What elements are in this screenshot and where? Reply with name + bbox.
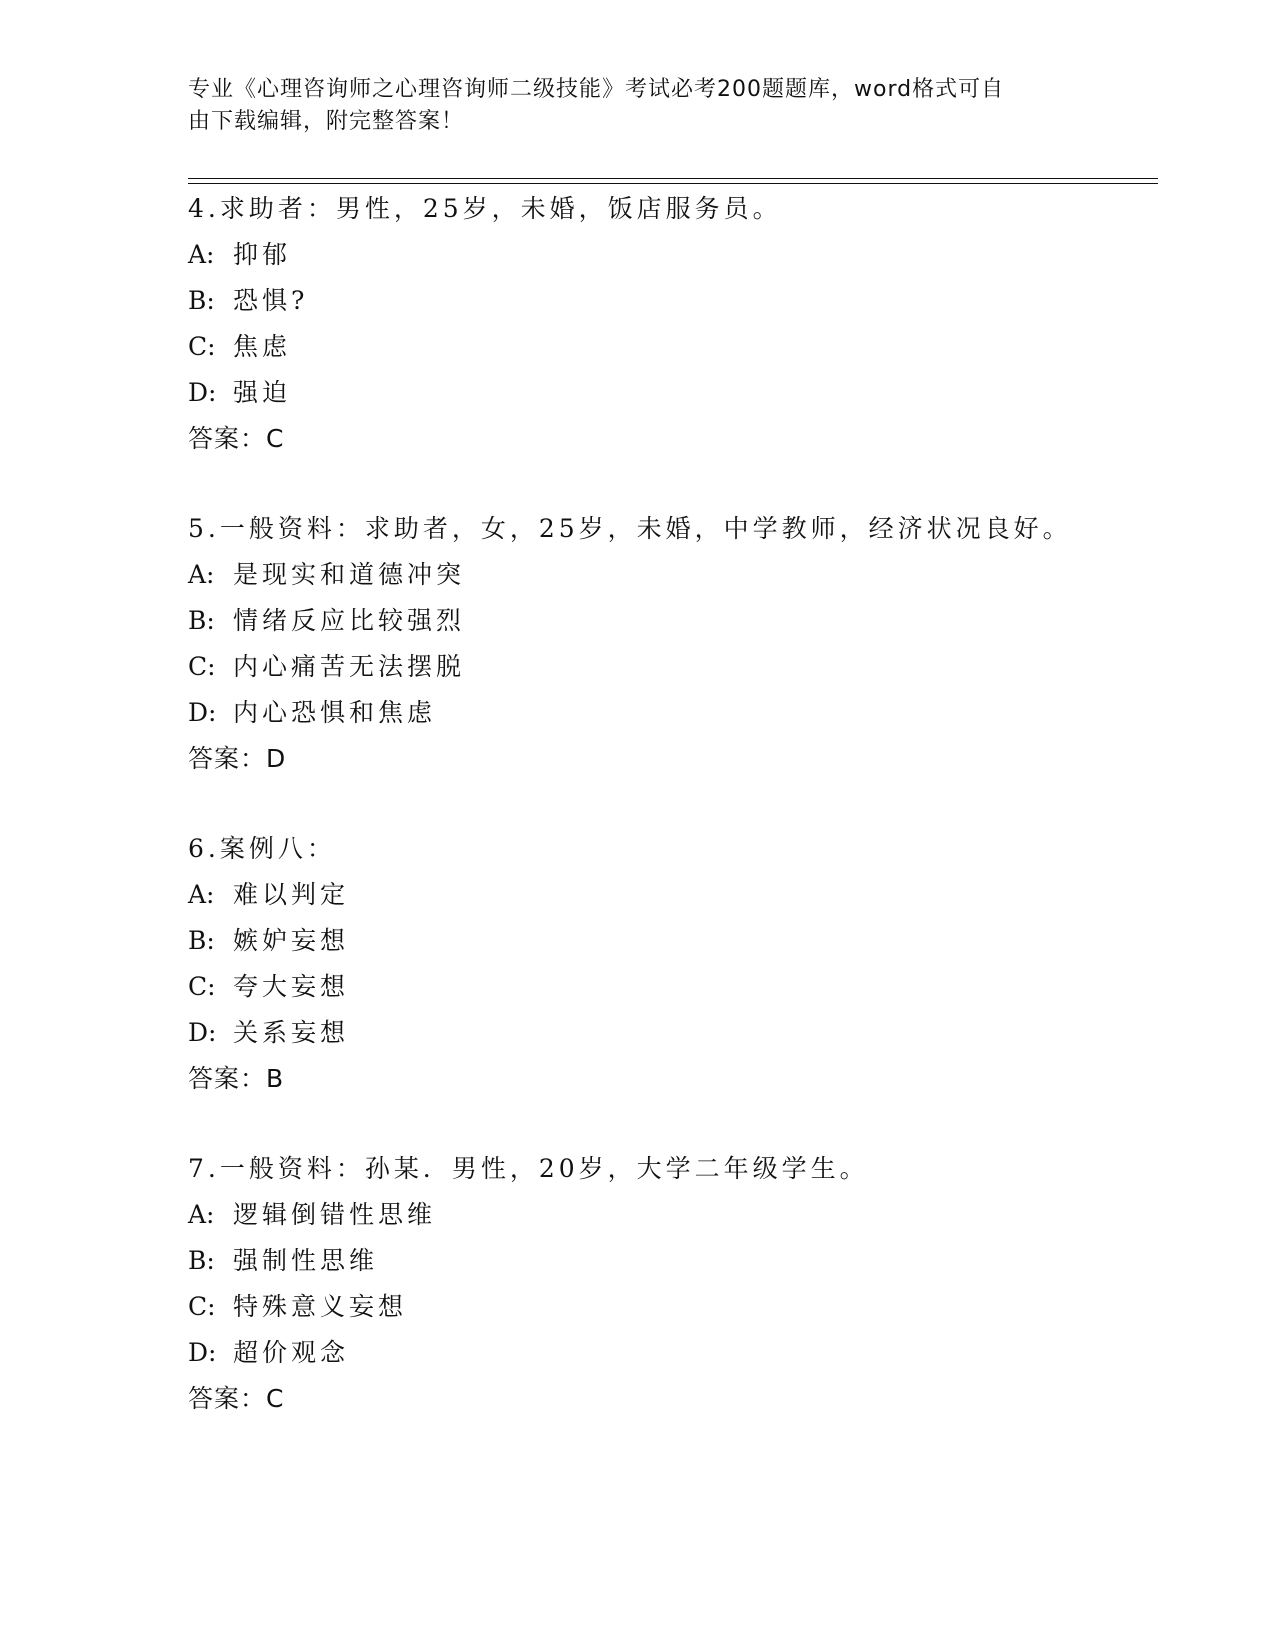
question-7 xyxy=(188,1146,1168,1422)
option-text: 焦虑 xyxy=(233,332,292,361)
option-d xyxy=(188,690,1168,736)
option-text: 内心痛苦无法摆脱 xyxy=(233,652,466,681)
option-text: 夸大妄想 xyxy=(233,972,350,1001)
question-stem: 7.一般资料：孙某．男性，20岁，大学二年级学生。 xyxy=(188,1154,869,1183)
option-c xyxy=(188,644,1168,690)
option-label: B: xyxy=(188,926,215,955)
question-stem: 4.求助者：男性，25岁，未婚，饭店服务员。 xyxy=(188,194,782,223)
question-5 xyxy=(188,506,1168,782)
option-c xyxy=(188,964,1168,1010)
option-text: 情绪反应比较强烈 xyxy=(233,606,466,635)
option-a xyxy=(188,232,1168,278)
option-b xyxy=(188,278,1168,324)
header-divider-top xyxy=(188,178,1158,179)
option-label: A: xyxy=(188,880,215,909)
question-6 xyxy=(188,826,1168,1102)
option-c xyxy=(188,324,1168,370)
option-d xyxy=(188,1330,1168,1376)
option-a xyxy=(188,872,1168,918)
answer: 答案：D xyxy=(188,744,287,773)
option-a xyxy=(188,552,1168,598)
answer: 答案：C xyxy=(188,424,285,453)
option-label: C: xyxy=(188,1292,216,1321)
option-label: D: xyxy=(188,1338,217,1367)
option-d xyxy=(188,370,1168,416)
option-label: B: xyxy=(188,1246,215,1275)
option-text: 强制性思维 xyxy=(233,1246,379,1275)
option-label: D: xyxy=(188,378,217,407)
option-label: A: xyxy=(188,1200,215,1229)
question-stem: 5.一般资料：求助者，女，25岁，未婚，中学教师，经济状况良好。 xyxy=(188,514,1072,543)
option-label: D: xyxy=(188,1018,217,1047)
question-4 xyxy=(188,186,1168,462)
option-text: 难以判定 xyxy=(233,880,350,909)
option-label: D: xyxy=(188,698,217,727)
header-line-2: 由下载编辑，附完整答案！ xyxy=(188,109,465,134)
option-text: 逻辑倒错性思维 xyxy=(233,1200,437,1229)
option-text: 抑郁 xyxy=(233,240,292,269)
option-label: A: xyxy=(188,240,215,269)
document-header xyxy=(188,74,1068,138)
option-text: 特殊意义妄想 xyxy=(233,1292,408,1321)
option-text: 强迫 xyxy=(233,378,292,407)
option-text: 关系妄想 xyxy=(233,1018,350,1047)
option-text: 恐惧? xyxy=(233,286,309,315)
option-b xyxy=(188,1238,1168,1284)
option-a xyxy=(188,1192,1168,1238)
option-b xyxy=(188,918,1168,964)
option-label: C: xyxy=(188,652,216,681)
option-b xyxy=(188,598,1168,644)
option-c xyxy=(188,1284,1168,1330)
question-stem: 6.案例八： xyxy=(188,834,336,863)
header-line-1: 专业《心理咨询师之心理咨询师二级技能》考试必考200题题库，word格式可自 xyxy=(188,77,1005,102)
header-divider-bottom xyxy=(188,183,1158,184)
option-label: A: xyxy=(188,560,215,589)
option-label: B: xyxy=(188,286,215,315)
answer: 答案：C xyxy=(188,1384,285,1413)
option-text: 嫉妒妄想 xyxy=(233,926,350,955)
option-label: C: xyxy=(188,332,216,361)
option-text: 超价观念 xyxy=(233,1338,350,1367)
option-d xyxy=(188,1010,1168,1056)
option-text: 内心恐惧和焦虑 xyxy=(233,698,437,727)
option-text: 是现实和道德冲突 xyxy=(233,560,466,589)
option-label: B: xyxy=(188,606,215,635)
answer: 答案：B xyxy=(188,1064,285,1093)
option-label: C: xyxy=(188,972,216,1001)
